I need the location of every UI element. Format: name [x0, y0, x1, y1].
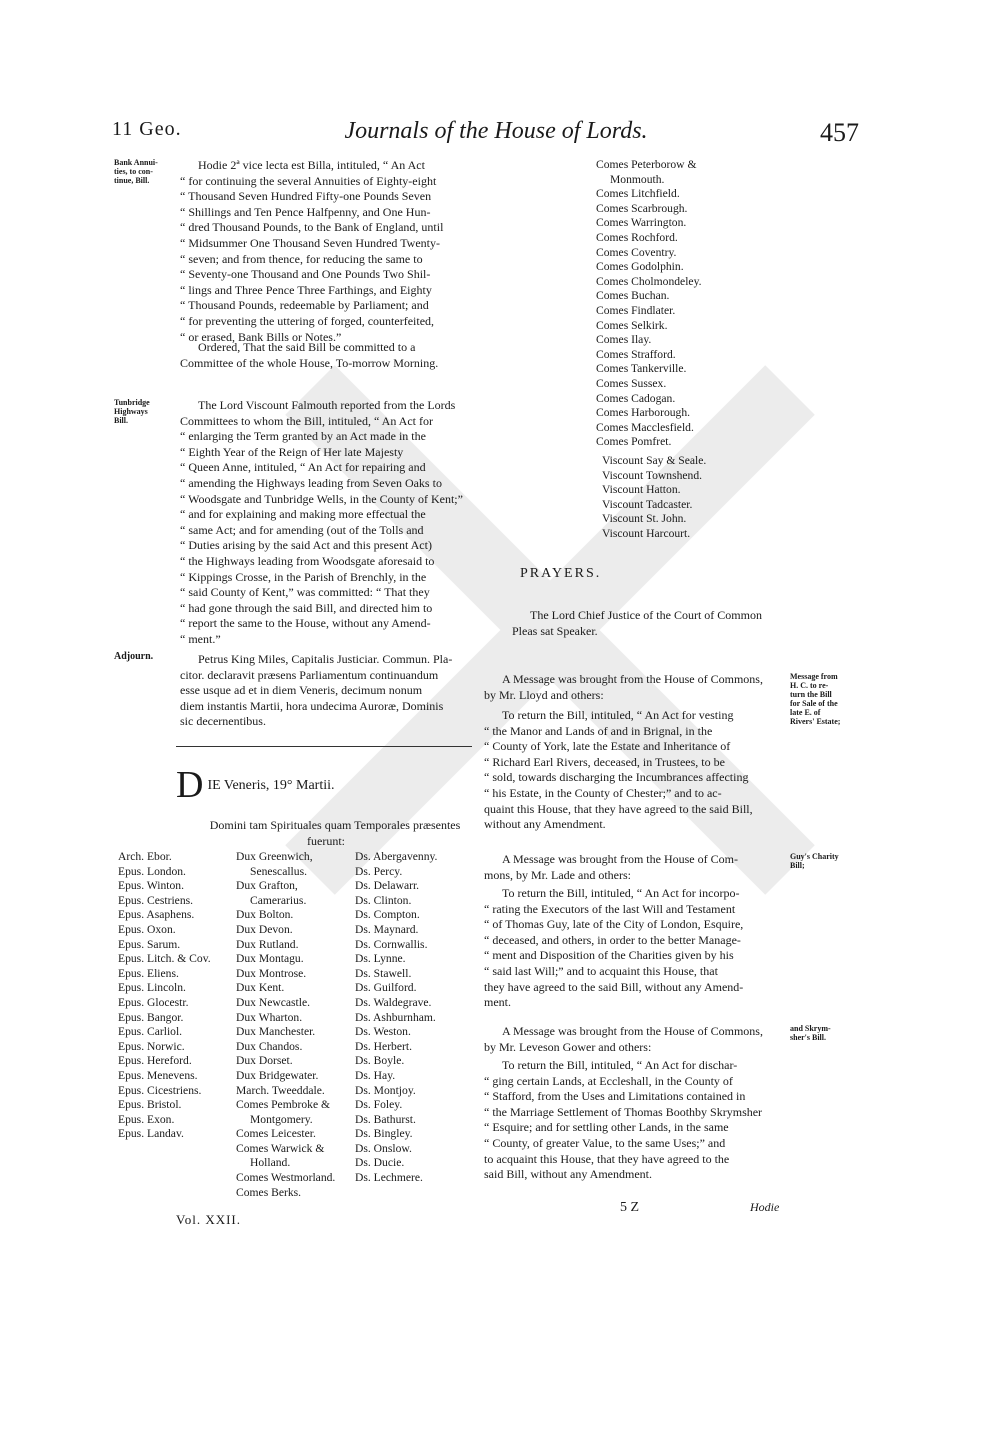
lord-name: Dux Rutland.: [236, 937, 299, 951]
lord-name: Comes Scarbrough.: [596, 201, 688, 215]
text-line: “ enlarging the Term granted by an Act made in the: [180, 429, 426, 444]
page-number: 457: [820, 118, 859, 147]
lord-name: Epus. Menevens.: [118, 1068, 198, 1082]
lord-name: Comes Litchfield.: [596, 187, 680, 201]
text-line: without any Amendment.: [484, 817, 606, 832]
lord-name: Ds. Abergavenny.: [355, 850, 438, 863]
text-line: “ Shillings and Ten Pence Halfpenny, and One Hun-: [180, 204, 431, 219]
lord-name: Epus. Eliens.: [118, 966, 179, 980]
lord-name: Dux Wharton.: [236, 1010, 303, 1024]
lord-name: March. Tweeddale.: [236, 1083, 325, 1097]
adjournment-paragraph: [180, 652, 470, 730]
text-line: “ County, of greater Value, to the same Uses;” and: [484, 1135, 726, 1150]
lord-name: Comes Harborough.: [596, 406, 691, 420]
volume-label: Vol. XXII.: [176, 1212, 242, 1227]
text-line: “ for continuing the several Annuities of Eighty-eight: [180, 173, 437, 188]
message-rivers-paragraph: [484, 672, 786, 703]
text-line: “ amending the Highways leading from Seven Oaks to: [180, 475, 442, 490]
text-line: fuerunt:: [307, 833, 345, 848]
text-line: by Mr. Lloyd and others:: [484, 687, 604, 702]
lord-name: Comes Sussex.: [596, 376, 667, 390]
text-line: diem instantis Martii, hora undecima Auroræ, Dominis: [180, 698, 444, 713]
text-line: To return the Bill, intituled, “ An Act for vesting: [502, 708, 734, 722]
lord-name: Comes Strafford.: [596, 347, 676, 361]
lord-name: Ds. Cornwallis.: [355, 937, 428, 951]
message-guy-paragraph: [484, 852, 786, 883]
lord-name: Camerarius.: [250, 893, 307, 907]
lord-name: Epus. Glocestr.: [118, 995, 189, 1009]
lord-name: Epus. Winton.: [118, 879, 184, 893]
lord-name: Ds. Herbert.: [355, 1039, 412, 1053]
text-line: The Lord Chief Justice of the Court of Common: [530, 608, 762, 622]
text-line: “ Esquire; and for settling other Lands, in the same: [484, 1120, 729, 1135]
lord-name: Epus. Asaphens.: [118, 908, 195, 922]
text-line: Petrus King Miles, Capitalis Justiciar. Commun. Pla-: [198, 652, 453, 666]
text-line: Highways: [114, 407, 148, 416]
text-line: Bill.: [114, 416, 129, 425]
lord-name: Comes Cholmondeley.: [596, 274, 702, 288]
prayers-heading: PRAYERS.: [520, 566, 602, 581]
catchword: Hodie: [750, 1200, 780, 1214]
lord-name: Dux Dorset.: [236, 1054, 293, 1068]
lord-name: Ds. Bingley.: [355, 1127, 413, 1141]
lord-name: Ds. Waldegrave.: [355, 995, 432, 1009]
lord-name: Monmouth.: [610, 172, 665, 186]
lord-name: Comes Macclesfield.: [596, 420, 694, 434]
lord-name: Comes Berks.: [236, 1185, 302, 1199]
text-line: A Message was brought from the House of Commons,: [502, 672, 763, 686]
lord-name: Epus. Sarum.: [118, 937, 181, 951]
lord-name: Ds. Ashburnham.: [355, 1010, 436, 1024]
lord-name: Ds. Foley.: [355, 1098, 403, 1112]
margin-note-skrymsher: [790, 1024, 856, 1042]
message-skrymsher-paragraph: [484, 1024, 786, 1055]
return-skrymsher-paragraph: [484, 1058, 786, 1183]
tunbridge-report-paragraph: [180, 398, 470, 648]
text-line: A Message was brought from the House of Commons,: [502, 1024, 763, 1038]
lord-name: Dux Newcastle.: [236, 995, 311, 1009]
text-line: Adjourn.: [114, 651, 154, 662]
text-line: Bank Annui-: [114, 158, 158, 167]
lord-name: Comes Warwick &: [236, 1141, 325, 1155]
speaker-paragraph: [512, 608, 787, 639]
text-line: Rivers' Estate;: [790, 717, 841, 726]
lord-name: Comes Cadogan.: [596, 391, 676, 405]
lords-list-dukes-earls: [236, 850, 335, 1200]
text-line: to acquaint this House, that they have agreed to the: [484, 1151, 730, 1166]
text-line: “ Seventy-one Thousand and One Pounds Two Shil-: [180, 267, 431, 282]
lord-name: Viscount Hatton.: [602, 483, 681, 497]
lord-name: Comes Findlater.: [596, 303, 676, 317]
text-line: “ Thousand Pounds, redeemable by Parliament; and: [180, 298, 429, 313]
bank-bill-paragraph: [180, 158, 470, 345]
margin-note-bank: [114, 158, 176, 185]
lord-name: Viscount Say & Seale.: [602, 454, 707, 467]
lord-name: Comes Leicester.: [236, 1127, 316, 1141]
text-line: late E. of: [790, 708, 821, 717]
text-line: To return the Bill, intituled, “ An Act for incorpo-: [502, 886, 740, 900]
lord-name: Epus. Hereford.: [118, 1054, 192, 1068]
lord-name: Dux Bridgewater.: [236, 1068, 319, 1082]
lord-name: Epus. Norwic.: [118, 1039, 185, 1053]
text-line: said Bill, without any Amendment.: [484, 1167, 652, 1182]
lord-name: Epus. London.: [118, 864, 186, 878]
text-line: “ Midsummer One Thousand Seven Hundred Twenty-: [180, 235, 441, 250]
text-line: Domini tam Spirituales quam Temporales præsentes: [209, 818, 461, 832]
text-line: “ seven; and from thence, for reducing the same to: [180, 251, 423, 266]
text-line: “ sold, towards discharging the Incumbrances affecting: [484, 770, 749, 785]
text-line: “ report the same to the House, without any Amend-: [180, 616, 431, 631]
text-line: “ County of York, late the Estate and Inheritance of: [484, 739, 731, 754]
lord-name: Viscount Townshend.: [602, 468, 703, 482]
margin-note-guy: [790, 852, 856, 870]
lord-name: Dux Montrose.: [236, 966, 307, 980]
lord-name: Ds. Stawell.: [355, 966, 412, 980]
text-line: “ of Thomas Guy, late of the City of London, Esquire,: [484, 917, 744, 932]
lords-list-earls-continued: [596, 158, 702, 450]
text-line: The Lord Viscount Falmouth reported from the Lords: [198, 398, 456, 412]
text-line: ties, to con-: [114, 167, 153, 176]
lord-name: Ds. Maynard.: [355, 922, 419, 936]
text-line: citor. declaravit præsens Parliamentum continuandum: [180, 667, 439, 682]
text-line: Committees to whom the Bill, intituled, “ An Act for: [180, 413, 433, 428]
text-line: by Mr. Leveson Gower and others:: [484, 1039, 652, 1054]
lord-name: Epus. Bangor.: [118, 1010, 184, 1024]
lord-name: Viscount Harcourt.: [602, 526, 691, 540]
margin-note-rivers: [790, 672, 856, 726]
margin-note-tunbridge: [114, 398, 176, 425]
domini-present-heading: [176, 818, 476, 849]
text-line: “ had gone through the said Bill, and directed him to: [180, 600, 433, 615]
text-line: “ Queen Anne, intituled, “ An Act for repairing and: [180, 460, 426, 475]
lord-name: Epus. Oxon.: [118, 922, 176, 936]
text-line: “ the Highways leading from Woodsgate aforesaid to: [180, 553, 435, 568]
text-line: Committee of the whole House, To-morrow Morning.: [180, 355, 439, 370]
lord-name: Epus. Landav.: [118, 1127, 184, 1141]
lord-name: Epus. Cestriens.: [118, 893, 194, 907]
lord-name: Ds. Weston.: [355, 1025, 411, 1039]
lord-name: Ds. Montjoy.: [355, 1083, 416, 1097]
lord-name: Ds. Percy.: [355, 864, 403, 878]
lord-name: Comes Westmorland.: [236, 1171, 336, 1185]
text-line: esse usque ad et in diem Veneris, decimum nonum: [180, 683, 423, 698]
return-rivers-paragraph: [484, 708, 786, 833]
text-line: “ ment.”: [180, 631, 221, 646]
text-line: Guy's Charity: [790, 852, 839, 861]
text-line: “ said last Will;” and to acquaint this House, that: [484, 963, 718, 978]
text-line: Pleas sat Speaker.: [512, 623, 598, 638]
lord-name: Dux Devon.: [236, 922, 293, 936]
lord-name: Comes Selkirk.: [596, 318, 668, 332]
text-line: they have agreed to the said Bill, without any Amend-: [484, 979, 744, 994]
text-line: “ for preventing the uttering of forged, counterfeited,: [180, 313, 435, 328]
text-line: “ rating the Executors of the last Will and Testament: [484, 901, 736, 916]
text-line: “ said County of Kent,” was committed: “ That they: [180, 585, 430, 600]
text-line: A Message was brought from the House of Com-: [502, 852, 738, 866]
text-line: “ same Act; and for amending (out of the Tolls and: [180, 522, 424, 537]
text-line: “ Eighth Year of the Reign of Her late Majesty: [180, 444, 404, 459]
lords-list-barons: [355, 850, 437, 1186]
lord-name: Ds. Lechmere.: [355, 1171, 423, 1185]
text-line: sic decernentibus.: [180, 714, 266, 729]
lord-name: Arch. Ebor.: [118, 850, 172, 863]
text-line: quaint this House, that they have agreed to the said Bill,: [484, 801, 753, 816]
text-line: Bill;: [790, 861, 805, 870]
lord-name: Ds. Ducie.: [355, 1156, 405, 1170]
lord-name: Comes Warrington.: [596, 216, 687, 230]
sitting-heading: [176, 764, 476, 806]
text-line: To return the Bill, intituled, “ An Act for dischar-: [502, 1058, 738, 1072]
lord-name: Dux Bolton.: [236, 908, 294, 922]
lord-name: Ds. Lynne.: [355, 952, 406, 966]
lord-name: Viscount Tadcaster.: [602, 497, 693, 511]
text-line: “ dred Thousand Pounds, to the Bank of England, until: [180, 220, 444, 235]
lord-name: Epus. Litch. & Cov.: [118, 952, 211, 966]
lord-name: Ds. Delawarr.: [355, 879, 420, 893]
lord-name: Ds. Guilford.: [355, 981, 417, 995]
lord-name: Comes Rochford.: [596, 230, 678, 244]
text-line: “ and for explaining and making more effectual the: [180, 507, 426, 522]
text-line: H. C. to re-: [790, 681, 829, 690]
margin-note-adjourn: [114, 652, 176, 661]
text-line: “ ging certain Lands, at Eccleshall, in the County of: [484, 1073, 733, 1088]
lord-name: Dux Chandos.: [236, 1039, 303, 1053]
text-line: “ deceased, and others, in order to the better Manage-: [484, 932, 741, 947]
lord-name: Comes Pembroke &: [236, 1098, 331, 1112]
lord-name: Comes Ilay.: [596, 333, 652, 347]
lords-list-viscounts: [602, 454, 706, 542]
lord-name: Epus. Cicestriens.: [118, 1083, 202, 1097]
lord-name: Viscount St. John.: [602, 512, 687, 526]
lord-name: Ds. Bathurst.: [355, 1112, 416, 1126]
lord-name: Comes Coventry.: [596, 245, 677, 259]
lords-list-spiritual: [118, 850, 211, 1142]
lord-name: Comes Tankerville.: [596, 362, 687, 376]
section-divider: [176, 746, 472, 747]
text-line: tinue, Bill.: [114, 176, 150, 185]
lord-name: Comes Pomfret.: [596, 435, 672, 449]
text-line: “ or erased, Bank Bills or Notes.”: [180, 329, 342, 344]
text-line: “ Richard Earl Rivers, deceased, in Trustees, to be: [484, 754, 725, 769]
lord-name: Comes Buchan.: [596, 289, 670, 303]
lord-name: Ds. Hay.: [355, 1068, 396, 1082]
text-line: mons, by Mr. Lade and others:: [484, 867, 631, 882]
return-guy-paragraph: [484, 886, 786, 1011]
running-head-left: 11 Geo.: [112, 118, 182, 140]
text-line: turn the Bill: [790, 690, 832, 699]
text-line: Tunbridge: [114, 398, 150, 407]
running-head-title: Journals of the House of Lords.: [344, 118, 648, 144]
lord-name: Senescallus.: [250, 864, 307, 878]
lord-name: Dux Kent.: [236, 981, 285, 995]
text-line: and Skrym-: [790, 1024, 831, 1033]
lord-name: Dux Grafton,: [236, 879, 298, 893]
text-line: sher's Bill.: [790, 1033, 827, 1042]
text-line: for Sale of the: [790, 699, 838, 708]
text-line: “ Duties arising by the said Act and this present Act): [180, 538, 432, 553]
text-line: “ the Manor and Lands of and in Brignal, in the: [484, 723, 713, 738]
lord-name: Epus. Carliol.: [118, 1025, 183, 1039]
text-line: “ Stafford, from the Uses and Limitations contained in: [484, 1089, 746, 1104]
text-line: Ordered, That the said Bill be committed to a: [198, 340, 416, 354]
text-line: “ Thousand Seven Hundred Fifty-one Pounds Seven: [180, 189, 432, 204]
lord-name: Dux Montagu.: [236, 952, 304, 966]
lord-name: Epus. Bristol.: [118, 1098, 182, 1112]
lord-name: Epus. Lincoln.: [118, 981, 186, 995]
lord-name: Dux Greenwich,: [236, 850, 313, 863]
lord-name: Ds. Compton.: [355, 908, 420, 922]
text-line: Message from: [790, 672, 838, 681]
text-line: “ the Marriage Settlement of Thomas Boothby Skrymsher: [484, 1104, 763, 1119]
lord-name: Dux Manchester.: [236, 1025, 316, 1039]
text-line: ment.: [484, 995, 511, 1010]
signature-mark: 5 Z: [620, 1200, 640, 1215]
drop-cap: D: [176, 764, 204, 806]
lord-name: Holland.: [250, 1156, 291, 1170]
lord-name: Montgomery.: [250, 1112, 313, 1126]
text-line: “ lings and Three Pence Three Farthings, and Eighty: [180, 282, 432, 297]
lord-name: Ds. Clinton.: [355, 893, 412, 907]
text-line: “ his Estate, in the County of Chester;” and to ac-: [484, 785, 722, 800]
lord-name: Ds. Boyle.: [355, 1054, 405, 1068]
lord-name: Ds. Onslow.: [355, 1141, 412, 1155]
text-line: “ Woodsgate and Tunbridge Wells, in the County of Kent;”: [180, 491, 463, 506]
lord-name: Comes Peterborow &: [596, 158, 697, 171]
lord-name: Epus. Exon.: [118, 1112, 175, 1126]
ordered-paragraph: [180, 340, 470, 371]
text-line: Hodie 2ª vice lecta est Billa, intituled, “ An Act: [198, 158, 425, 172]
sitting-date: IE Veneris, 19° Martii.: [207, 778, 335, 793]
text-line: “ ment and Disposition of the Charities given by his: [484, 948, 734, 963]
text-line: “ Kippings Crosse, in the Parish of Brenchly, in the: [180, 569, 427, 584]
lord-name: Comes Godolphin.: [596, 260, 684, 274]
